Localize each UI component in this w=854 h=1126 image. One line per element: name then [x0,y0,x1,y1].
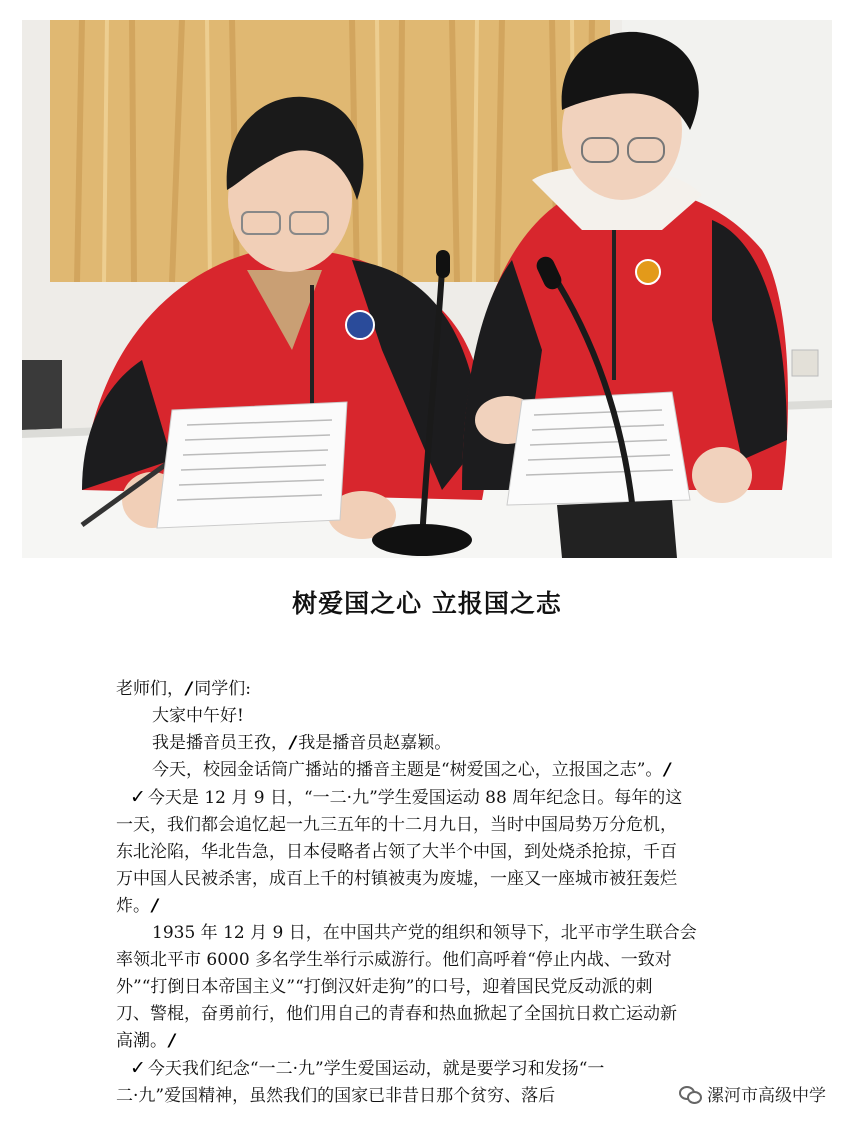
document-line [116,703,780,730]
line-text: 老师们， [116,679,184,699]
pause-mark: / [664,760,671,780]
photo-illustration [22,20,832,558]
line-text: 今天是 12 月 9 日，“一二·九”学生爱国运动 88 周年纪念日。每年的这 [147,788,683,808]
document-line [116,947,780,974]
pause-mark: / [152,896,159,916]
watermark [673,1079,832,1108]
line-text-continued: 同学们: [194,679,251,699]
document-line [116,893,780,920]
line-text: 炸。 [116,896,150,916]
document-line [116,757,780,784]
checkmark-icon: ✓ [130,1057,146,1079]
pause-mark: / [169,1031,176,1051]
line-text: 大家中午好! [152,706,244,726]
line-text-continued: 我是播音员赵嘉颖。 [298,733,452,753]
line-text: 东北沦陷，华北告急，日本侵略者占领了大半个中国，到处烧杀抢掠，千百 [116,842,677,862]
line-text: 二·九”爱国精神，虽然我们的国家已非昔日那个贫穷、落后 [116,1086,556,1106]
line-text: 1935 年 12 月 9 日，在中国共产党的组织和领导下，北平市学生联合会 [152,923,697,943]
line-text: 今天我们纪念“一二·九”学生爱国运动，就是要学习和发扬“一 [147,1059,605,1079]
line-text: 一天，我们都会追忆起一九三五年的十二月九日，当时中国局势万分危机， [116,815,677,835]
checkmark-icon: ✓ [130,786,146,808]
document-body [116,676,780,1110]
line-text: 率领北平市 6000 多名学生举行示威游行。他们高呼着“停止内战、一致对 [116,950,672,970]
document-line [116,974,780,1001]
line-text: 万中国人民被杀害，成百上千的村镇被夷为废墟，一座又一座城市被狂轰烂 [116,869,677,889]
pause-mark: / [186,679,193,699]
document-line [116,1001,780,1028]
wechat-icon [679,1085,701,1103]
pause-mark: / [290,733,297,753]
watermark-text: 漯河市高级中学 [707,1086,826,1106]
line-text: 我是播音员王孜， [152,733,288,753]
document-line [116,920,780,947]
line-text: 今天，校园金话筒广播站的播音主题是“树爱国之心，立报国之志”。 [152,760,663,780]
document-line [116,730,780,757]
document-line [116,839,780,866]
line-text: 外”“打倒日本帝国主义”“打倒汉奸走狗”的口号，迎着国民党反动派的刺 [116,977,653,997]
line-text: 高潮。 [116,1031,167,1051]
document-line [116,784,780,812]
broadcast-photo [22,20,832,558]
document-line [116,1028,780,1055]
document-title: 树爱国之心 立报国之志 [292,589,562,618]
document-line [116,812,780,839]
line-text: 刀、警棍，奋勇前行，他们用自己的青春和热血掀起了全国抗日救亡运动新 [116,1004,677,1024]
document-line [116,676,780,703]
document-line [116,866,780,893]
